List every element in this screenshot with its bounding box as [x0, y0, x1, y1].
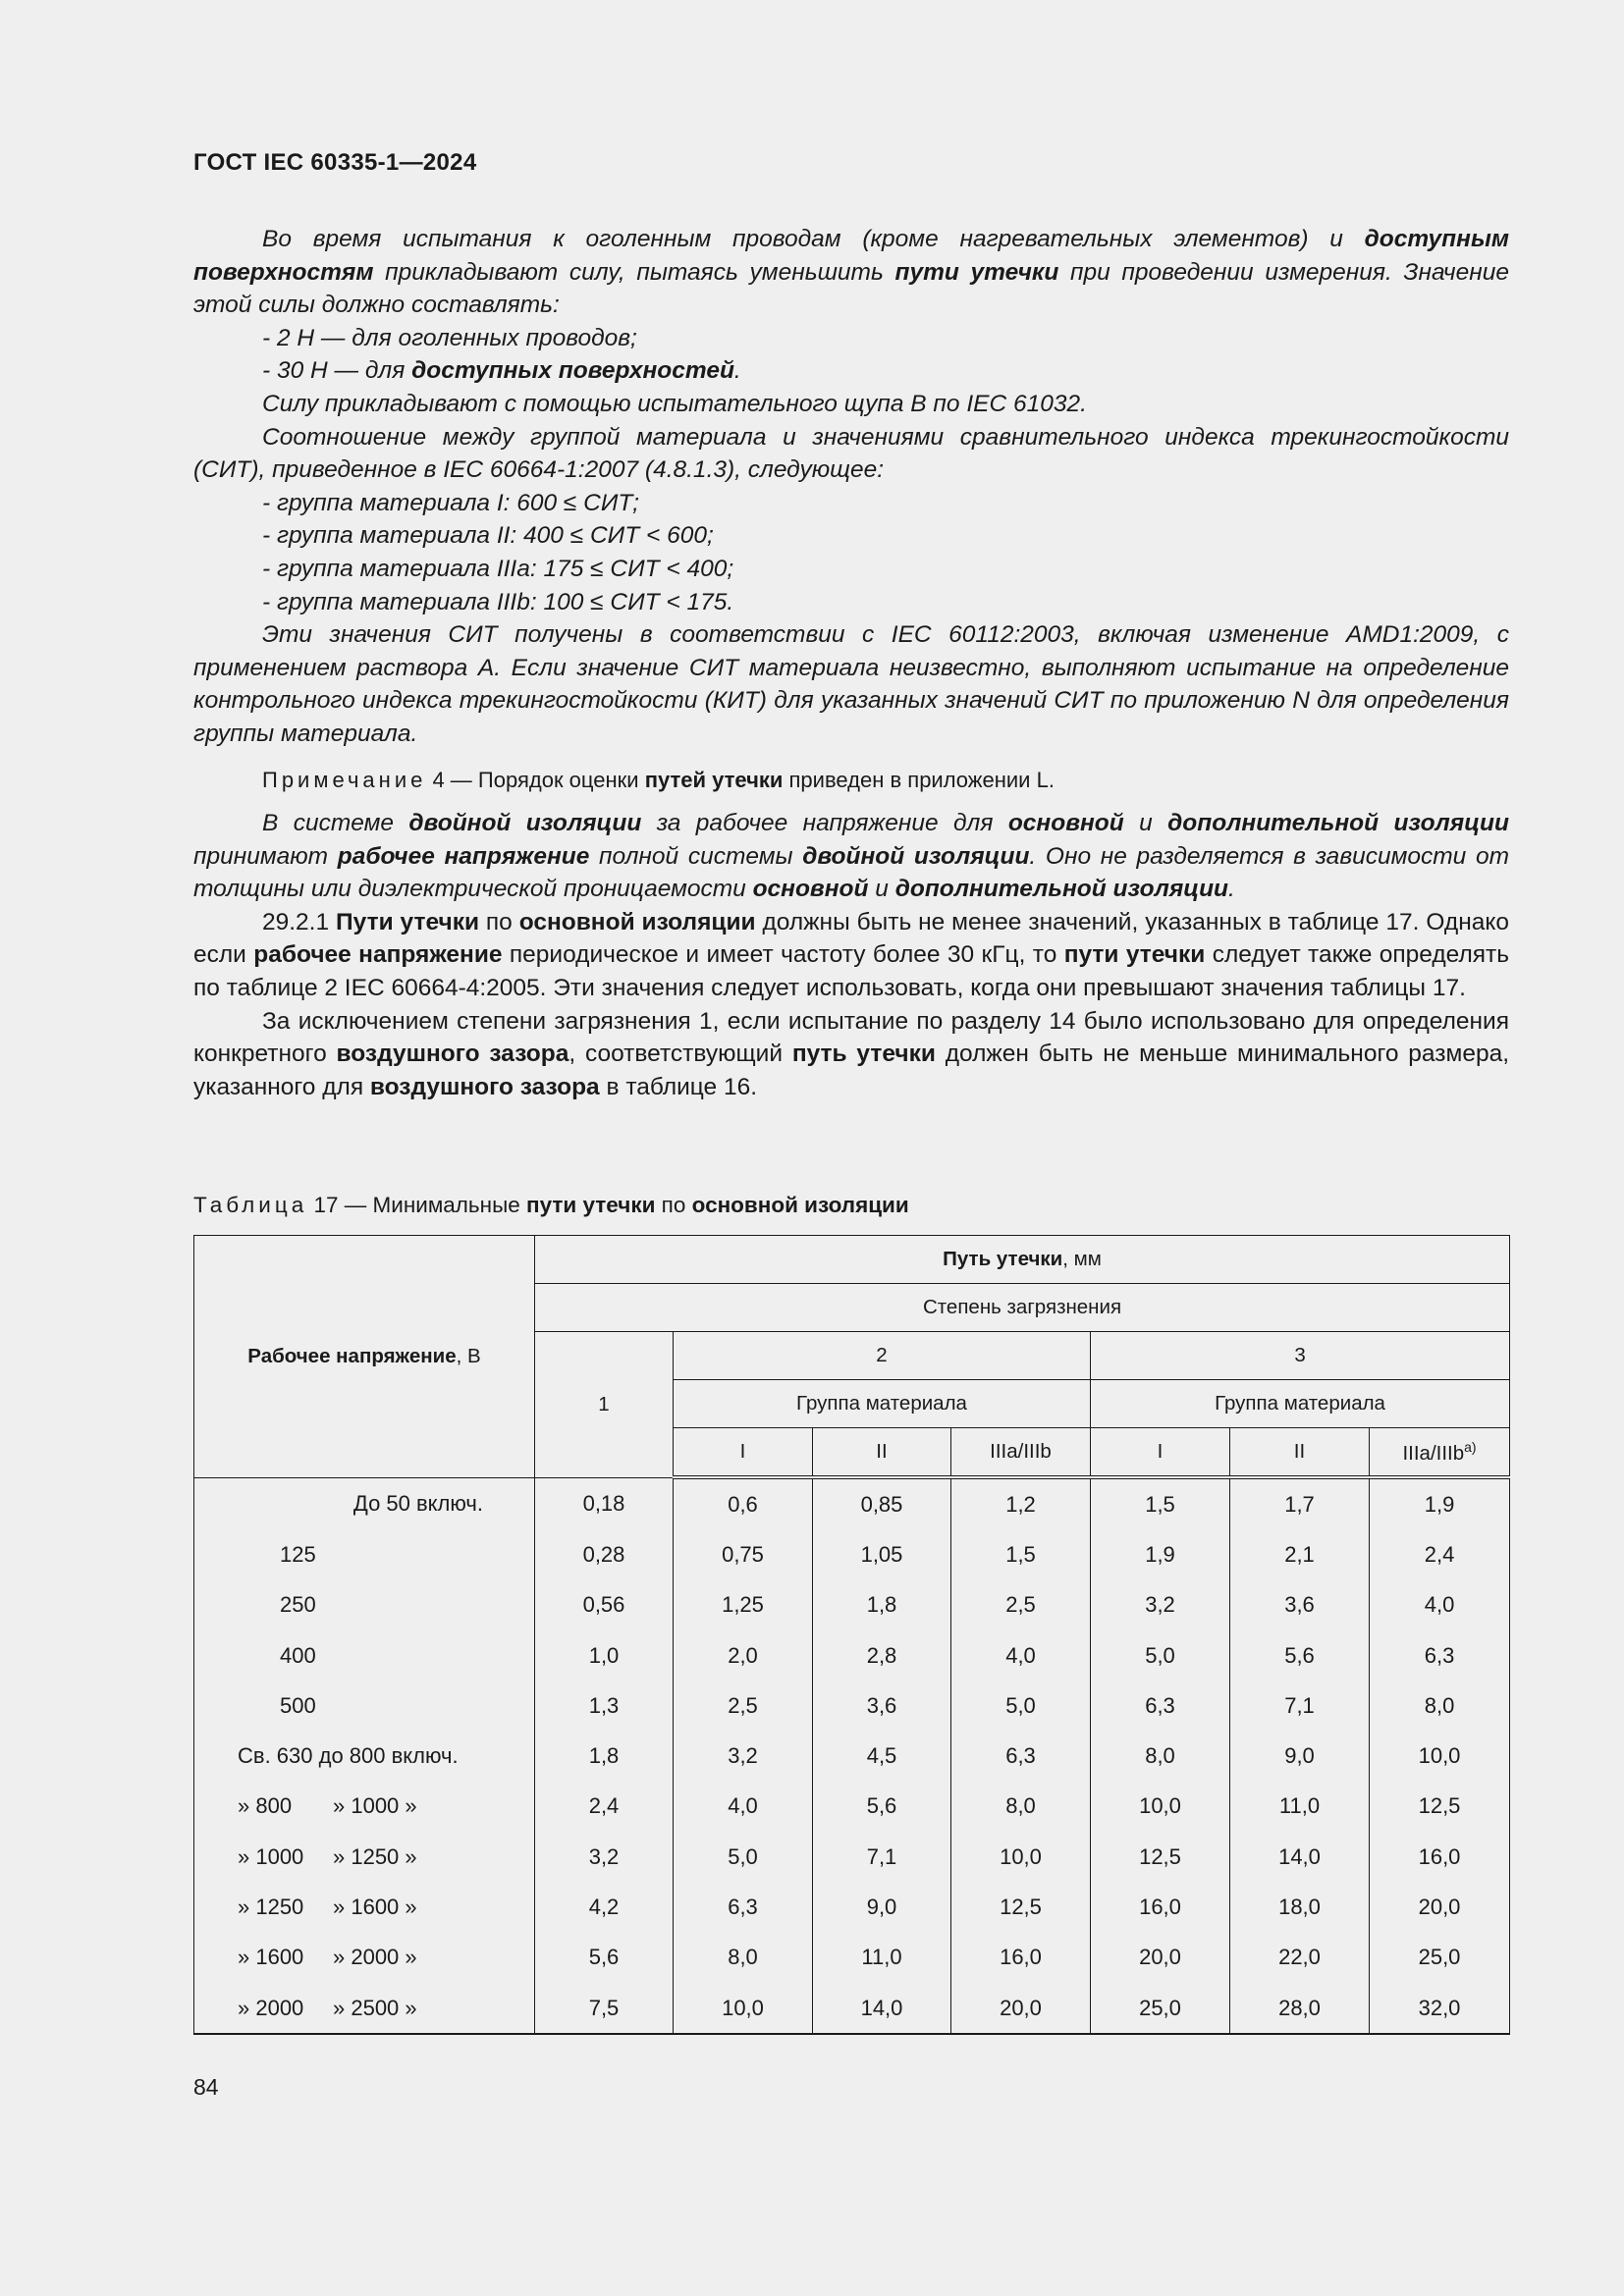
cell-value: 3,6 — [1230, 1580, 1370, 1630]
cell-value: 10,0 — [1370, 1731, 1510, 1781]
cell-value: 5,6 — [535, 1933, 674, 1983]
cell-value: 4,0 — [674, 1782, 813, 1832]
cell-value: 9,0 — [1230, 1731, 1370, 1781]
paragraph-material-groups: Соотношение между группой материала и значениями сравнительного индекса трекингостойкости (СИТ), приведенное в IEC 60664-1:2007 (4.8.1.3), следующее: — [193, 423, 1509, 484]
cell-voltage: » 2000 » 2500 » — [194, 1983, 535, 2034]
cell-value: 0,6 — [674, 1477, 813, 1529]
cell-value: 5,6 — [813, 1782, 951, 1832]
cell-value: 28,0 — [1230, 1983, 1370, 2034]
cell-voltage: » 1250 » 1600 » — [194, 1882, 535, 1932]
cell-value: 10,0 — [1091, 1782, 1230, 1832]
list-item: - 30 Н — для доступных поверхностей. — [262, 357, 741, 385]
cell-voltage: Св. 630 до 800 включ. — [194, 1731, 535, 1781]
cell-value: 11,0 — [813, 1933, 951, 1983]
cell-value: 5,0 — [951, 1681, 1091, 1731]
table-body — [194, 1477, 1510, 2034]
cell-value: 2,8 — [813, 1630, 951, 1681]
cell-value: 0,56 — [535, 1580, 674, 1630]
table-header — [194, 1236, 1510, 1478]
body-text — [193, 223, 1509, 1103]
cell-value: 10,0 — [951, 1832, 1091, 1882]
cell-value: 1,05 — [813, 1529, 951, 1579]
cell-value: 11,0 — [1230, 1782, 1370, 1832]
cell-value: 2,0 — [674, 1630, 813, 1681]
cell-value: 3,2 — [674, 1731, 813, 1781]
table-row — [194, 1529, 1510, 1579]
cell-value: 0,85 — [813, 1477, 951, 1529]
cell-value: 16,0 — [1370, 1832, 1510, 1882]
header-group-iii: IIIa/IIIb$^{a)}$ — [1370, 1428, 1510, 1478]
table-row — [194, 1782, 1510, 1832]
cell-value: 5,0 — [674, 1832, 813, 1882]
header-group-i: I — [1091, 1428, 1230, 1478]
cell-value: 25,0 — [1091, 1983, 1230, 2034]
creepage-table — [193, 1235, 1510, 2035]
paragraph-test-force: Во время испытания к оголенным проводам (кроме нагревательных элементов) и доступным поверхностям прикладывают силу, пытаясь уменьшить пути утечки при проведении измерения. Значение этой силы должно составлять: — [193, 226, 1509, 319]
cell-value: 3,2 — [1091, 1580, 1230, 1630]
table-row — [194, 1580, 1510, 1630]
list-item: - 2 Н — для оголенных проводов; — [262, 324, 637, 351]
cell-value: 3,6 — [813, 1681, 951, 1731]
header-group-ii: II — [1230, 1428, 1370, 1478]
header-degree-1: 1 — [535, 1332, 674, 1478]
cell-voltage: До 50 включ. — [194, 1477, 535, 1529]
paragraph-double-insulation: В системе двойной изоляции за рабочее напряжение для основной и дополнительной изоляции принимают рабочее напряжение полной системы двойной изоляции. Оно не разделяется в зависимости от толщины или диэлектрической проницаемости основной и дополнительной изоляции. — [193, 810, 1510, 903]
cell-value: 32,0 — [1370, 1983, 1510, 2034]
cell-value: 1,8 — [813, 1580, 951, 1630]
list-item: - группа материала IIIb: 100 ≤ СИТ < 175. — [262, 588, 734, 615]
table-row — [194, 1731, 1510, 1781]
cell-value: 8,0 — [674, 1933, 813, 1983]
header-material-group: Группа материала — [674, 1380, 1091, 1428]
header-group-i: I — [674, 1428, 813, 1478]
cell-value: 1,0 — [535, 1630, 674, 1681]
cell-voltage: 125 — [194, 1529, 535, 1579]
cell-value: 1,2 — [951, 1477, 1091, 1529]
cell-value: 1,25 — [674, 1580, 813, 1630]
cell-value: 14,0 — [1230, 1832, 1370, 1882]
page-number: 84 — [193, 2074, 219, 2100]
cell-value: 16,0 — [1091, 1882, 1230, 1932]
header-group-iii: IIIa/IIIb — [951, 1428, 1091, 1478]
cell-value: 9,0 — [813, 1882, 951, 1932]
cell-voltage: 400 — [194, 1630, 535, 1681]
cell-value: 10,0 — [674, 1983, 813, 2034]
cell-value: 1,5 — [951, 1529, 1091, 1579]
cell-voltage: » 1000 » 1250 » — [194, 1832, 535, 1882]
header-working-voltage: Рабочее напряжение, В — [194, 1236, 535, 1478]
list-item: - группа материала II: 400 ≤ СИТ < 600; — [262, 522, 714, 550]
cell-value: 2,5 — [674, 1681, 813, 1731]
cell-value: 1,9 — [1370, 1477, 1510, 1529]
cell-value: 1,5 — [1091, 1477, 1230, 1529]
cell-value: 1,3 — [535, 1681, 674, 1731]
cell-value: 2,4 — [1370, 1529, 1510, 1579]
cell-value: 20,0 — [951, 1983, 1091, 2034]
cell-value: 1,8 — [535, 1731, 674, 1781]
cell-value: 4,0 — [1370, 1580, 1510, 1630]
list-item: - группа материала I: 600 ≤ СИТ; — [262, 489, 639, 516]
cell-value: 2,1 — [1230, 1529, 1370, 1579]
cell-value: 12,5 — [951, 1882, 1091, 1932]
paragraph-cti-values: Эти значения СИТ получены в соответствии с IEC 60112:2003, включая изменение AMD1:2009, с применением раствора А. Если значение СИТ материала неизвестно, выполняют испытание на определение контрольного индекса трекингостойкости (КИТ) для указанных значений СИТ по приложению N для определения группы материала. — [193, 621, 1509, 747]
paragraph-probe: Силу прикладывают с помощью испытательного щупа В по IEC 61032. — [262, 390, 1087, 417]
cell-voltage: 250 — [194, 1580, 535, 1630]
cell-value: 20,0 — [1091, 1933, 1230, 1983]
cell-value: 6,3 — [1091, 1681, 1230, 1731]
cell-value: 18,0 — [1230, 1882, 1370, 1932]
cell-value: 6,3 — [674, 1882, 813, 1932]
paragraph-pollution-degree: За исключением степени загрязнения 1, если испытание по разделу 14 было использовано для определения конкретного воздушного зазора, соответствующий путь утечки должен быть не меньше минимального размера, указанного для воздушного зазора в таблице 16. — [193, 1007, 1510, 1100]
cell-value: 8,0 — [951, 1782, 1091, 1832]
cell-value: 5,6 — [1230, 1630, 1370, 1681]
cell-voltage: » 800 » 1000 » — [194, 1782, 535, 1832]
table-caption: Таблица 17 — Минимальные пути утечки по основной изоляции — [193, 1193, 909, 1217]
cell-value: 8,0 — [1370, 1681, 1510, 1731]
cell-value: 2,5 — [951, 1580, 1091, 1630]
cell-value: 22,0 — [1230, 1933, 1370, 1983]
cell-value: 25,0 — [1370, 1933, 1510, 1983]
cell-voltage: 500 — [194, 1681, 535, 1731]
header-degree-3: 3 — [1091, 1332, 1510, 1380]
header-degree-2: 2 — [674, 1332, 1091, 1380]
cell-value: 5,0 — [1091, 1630, 1230, 1681]
cell-value: 1,9 — [1091, 1529, 1230, 1579]
header-group-ii: II — [813, 1428, 951, 1478]
note: Примечание 4 — Порядок оценки путей утечки приведен в приложении L. — [262, 767, 1055, 792]
cell-value: 16,0 — [951, 1933, 1091, 1983]
footnote-marker: a) — [1464, 1438, 1477, 1455]
cell-value: 6,3 — [1370, 1630, 1510, 1681]
cell-value: 2,4 — [535, 1782, 674, 1832]
table-row — [194, 1933, 1510, 1983]
cell-value: 3,2 — [535, 1832, 674, 1882]
cell-value: 12,5 — [1370, 1782, 1510, 1832]
paragraph-29-2-1: 29.2.1 Пути утечки по основной изоляции должны быть не менее значений, указанных в таблице 17. Однако если рабочее напряжение периодическое и имеет частоту более 30 кГц, то пути утечки следует также определять по таблице 2 IEC 60664-4:2005. Эти значения следует использовать, когда они превышают значения таблицы 17. — [193, 908, 1510, 1002]
cell-value: 0,28 — [535, 1529, 674, 1579]
table-row — [194, 1832, 1510, 1882]
cell-voltage: » 1600 » 2000 » — [194, 1933, 535, 1983]
table-row — [194, 1882, 1510, 1932]
cell-value: 4,2 — [535, 1882, 674, 1932]
header-pollution-degree: Степень загрязнения — [535, 1284, 1510, 1332]
cell-value: 4,0 — [951, 1630, 1091, 1681]
cell-value: 1,7 — [1230, 1477, 1370, 1529]
document-header: ГОСТ IEC 60335-1—2024 — [193, 149, 477, 176]
table-row — [194, 1477, 1510, 1529]
list-item: - группа материала IIIa: 175 ≤ СИТ < 400; — [262, 555, 734, 582]
cell-value: 6,3 — [951, 1731, 1091, 1781]
cell-value: 4,5 — [813, 1731, 951, 1781]
cell-value: 20,0 — [1370, 1882, 1510, 1932]
cell-value: 8,0 — [1091, 1731, 1230, 1781]
cell-value: 7,1 — [1230, 1681, 1370, 1731]
table-row — [194, 1630, 1510, 1681]
cell-value: 7,1 — [813, 1832, 951, 1882]
table-row — [194, 1983, 1510, 2034]
table-row — [194, 1681, 1510, 1731]
header-material-group: Группа материала — [1091, 1380, 1510, 1428]
cell-value: 12,5 — [1091, 1832, 1230, 1882]
cell-value: 0,18 — [535, 1477, 674, 1529]
header-creepage: Путь утечки, мм — [535, 1236, 1510, 1284]
cell-value: 7,5 — [535, 1983, 674, 2034]
cell-value: 0,75 — [674, 1529, 813, 1579]
cell-value: 14,0 — [813, 1983, 951, 2034]
